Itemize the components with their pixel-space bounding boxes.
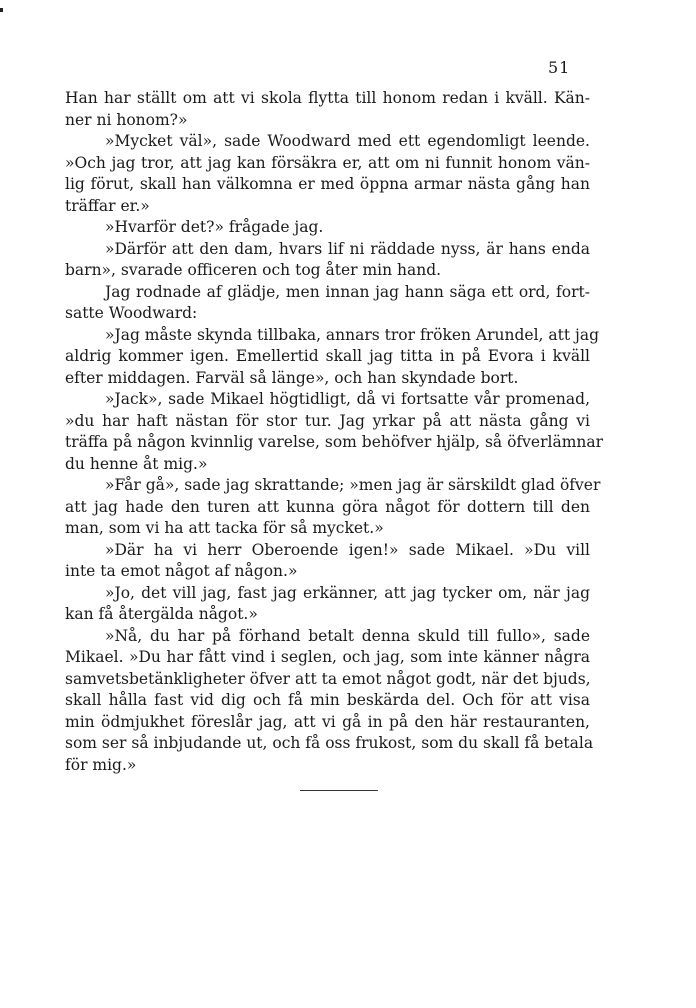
text-line: efter middagen. Farväl så länge», och han skyndade bort.	[65, 368, 519, 387]
text-line: träffar er.»	[65, 196, 150, 215]
text-line: »Mycket väl», sade Woodward med ett egendomligt leende.	[105, 132, 590, 150]
text-line: Jag rodnade af glädje, men innan jag hann säga ett ord, fort-	[105, 282, 590, 301]
text-line: att jag hade den turen att kunna göra något för dottern till den	[65, 497, 590, 516]
text-line: »du har haft nästan för stor tur. Jag yrkar på att nästa gång vi	[65, 411, 590, 430]
text-line: barn», svarade officeren och tog åter min hand.	[65, 261, 442, 279]
text-line: »Jag måste skynda tillbaka, annars tror fröken Arundel, att jag	[105, 325, 600, 344]
text-line: Han har ställt om att vi skola flytta till honom redan i kväll. Kän-	[65, 89, 590, 107]
text-line: träffa på någon kvinnlig varelse, som behöfver hjälp, så öfverlämnar	[65, 433, 604, 451]
text-line: du henne åt mig.»	[65, 454, 208, 473]
text-line: »Och jag tror, att jag kan försäkra er, att om ni funnit honom vän-	[65, 153, 590, 172]
page-number: 51	[548, 58, 571, 77]
text-line: Mikael. »Du har fått vind i seglen, och jag, som inte känner några	[65, 648, 590, 666]
text-line: skall hålla fast vid dig och få min beskärda del. Och för att visa	[65, 691, 590, 709]
text-line: »Därför att den dam, hvars lif ni räddade nyss, är hans enda	[105, 239, 590, 258]
scan-edge-mark	[0, 8, 3, 12]
text-line: ner ni honom?»	[65, 110, 188, 129]
text-line: lig förut, skall han välkomna er med öppna armar nästa gång han	[65, 175, 590, 193]
text-line: »Hvarför det?» frågade jag.	[105, 218, 324, 236]
text-line: som ser så inbjudande ut, och få oss frukost, som du skall få betala	[65, 734, 594, 752]
text-line: »Nå, du har på förhand betalt denna skuld till fullo», sade	[105, 626, 590, 645]
text-line: satte Woodward:	[65, 304, 198, 322]
text-line: min ödmjukhet föreslår jag, att vi gå in på den här restauranten,	[65, 712, 590, 731]
text-line: inte ta emot något af någon.»	[65, 562, 298, 580]
text-line: »Där ha vi herr Oberoende igen!» sade Mikael. »Du vill	[105, 540, 590, 559]
section-end-rule	[300, 790, 378, 791]
text-line: man, som vi ha att tacka för så mycket.»	[65, 519, 384, 537]
text-line: samvetsbetänkligheter öfver att ta emot något godt, när det bjuds,	[65, 669, 591, 688]
text-line: »Får gå», sade jag skrattande; »men jag är särskildt glad öfver	[105, 476, 601, 494]
text-line: »Jo, det vill jag, fast jag erkänner, att jag tycker om, när jag	[105, 583, 590, 602]
text-line: kan få återgälda något.»	[65, 605, 258, 623]
text-line: för mig.»	[65, 755, 137, 774]
text-line: aldrig kommer igen. Emellertid skall jag titta in på Evora i kväll	[65, 347, 590, 365]
text-line: »Jack», sade Mikael högtidligt, då vi fortsatte vår promenad,	[105, 390, 590, 408]
body-text	[65, 88, 604, 776]
